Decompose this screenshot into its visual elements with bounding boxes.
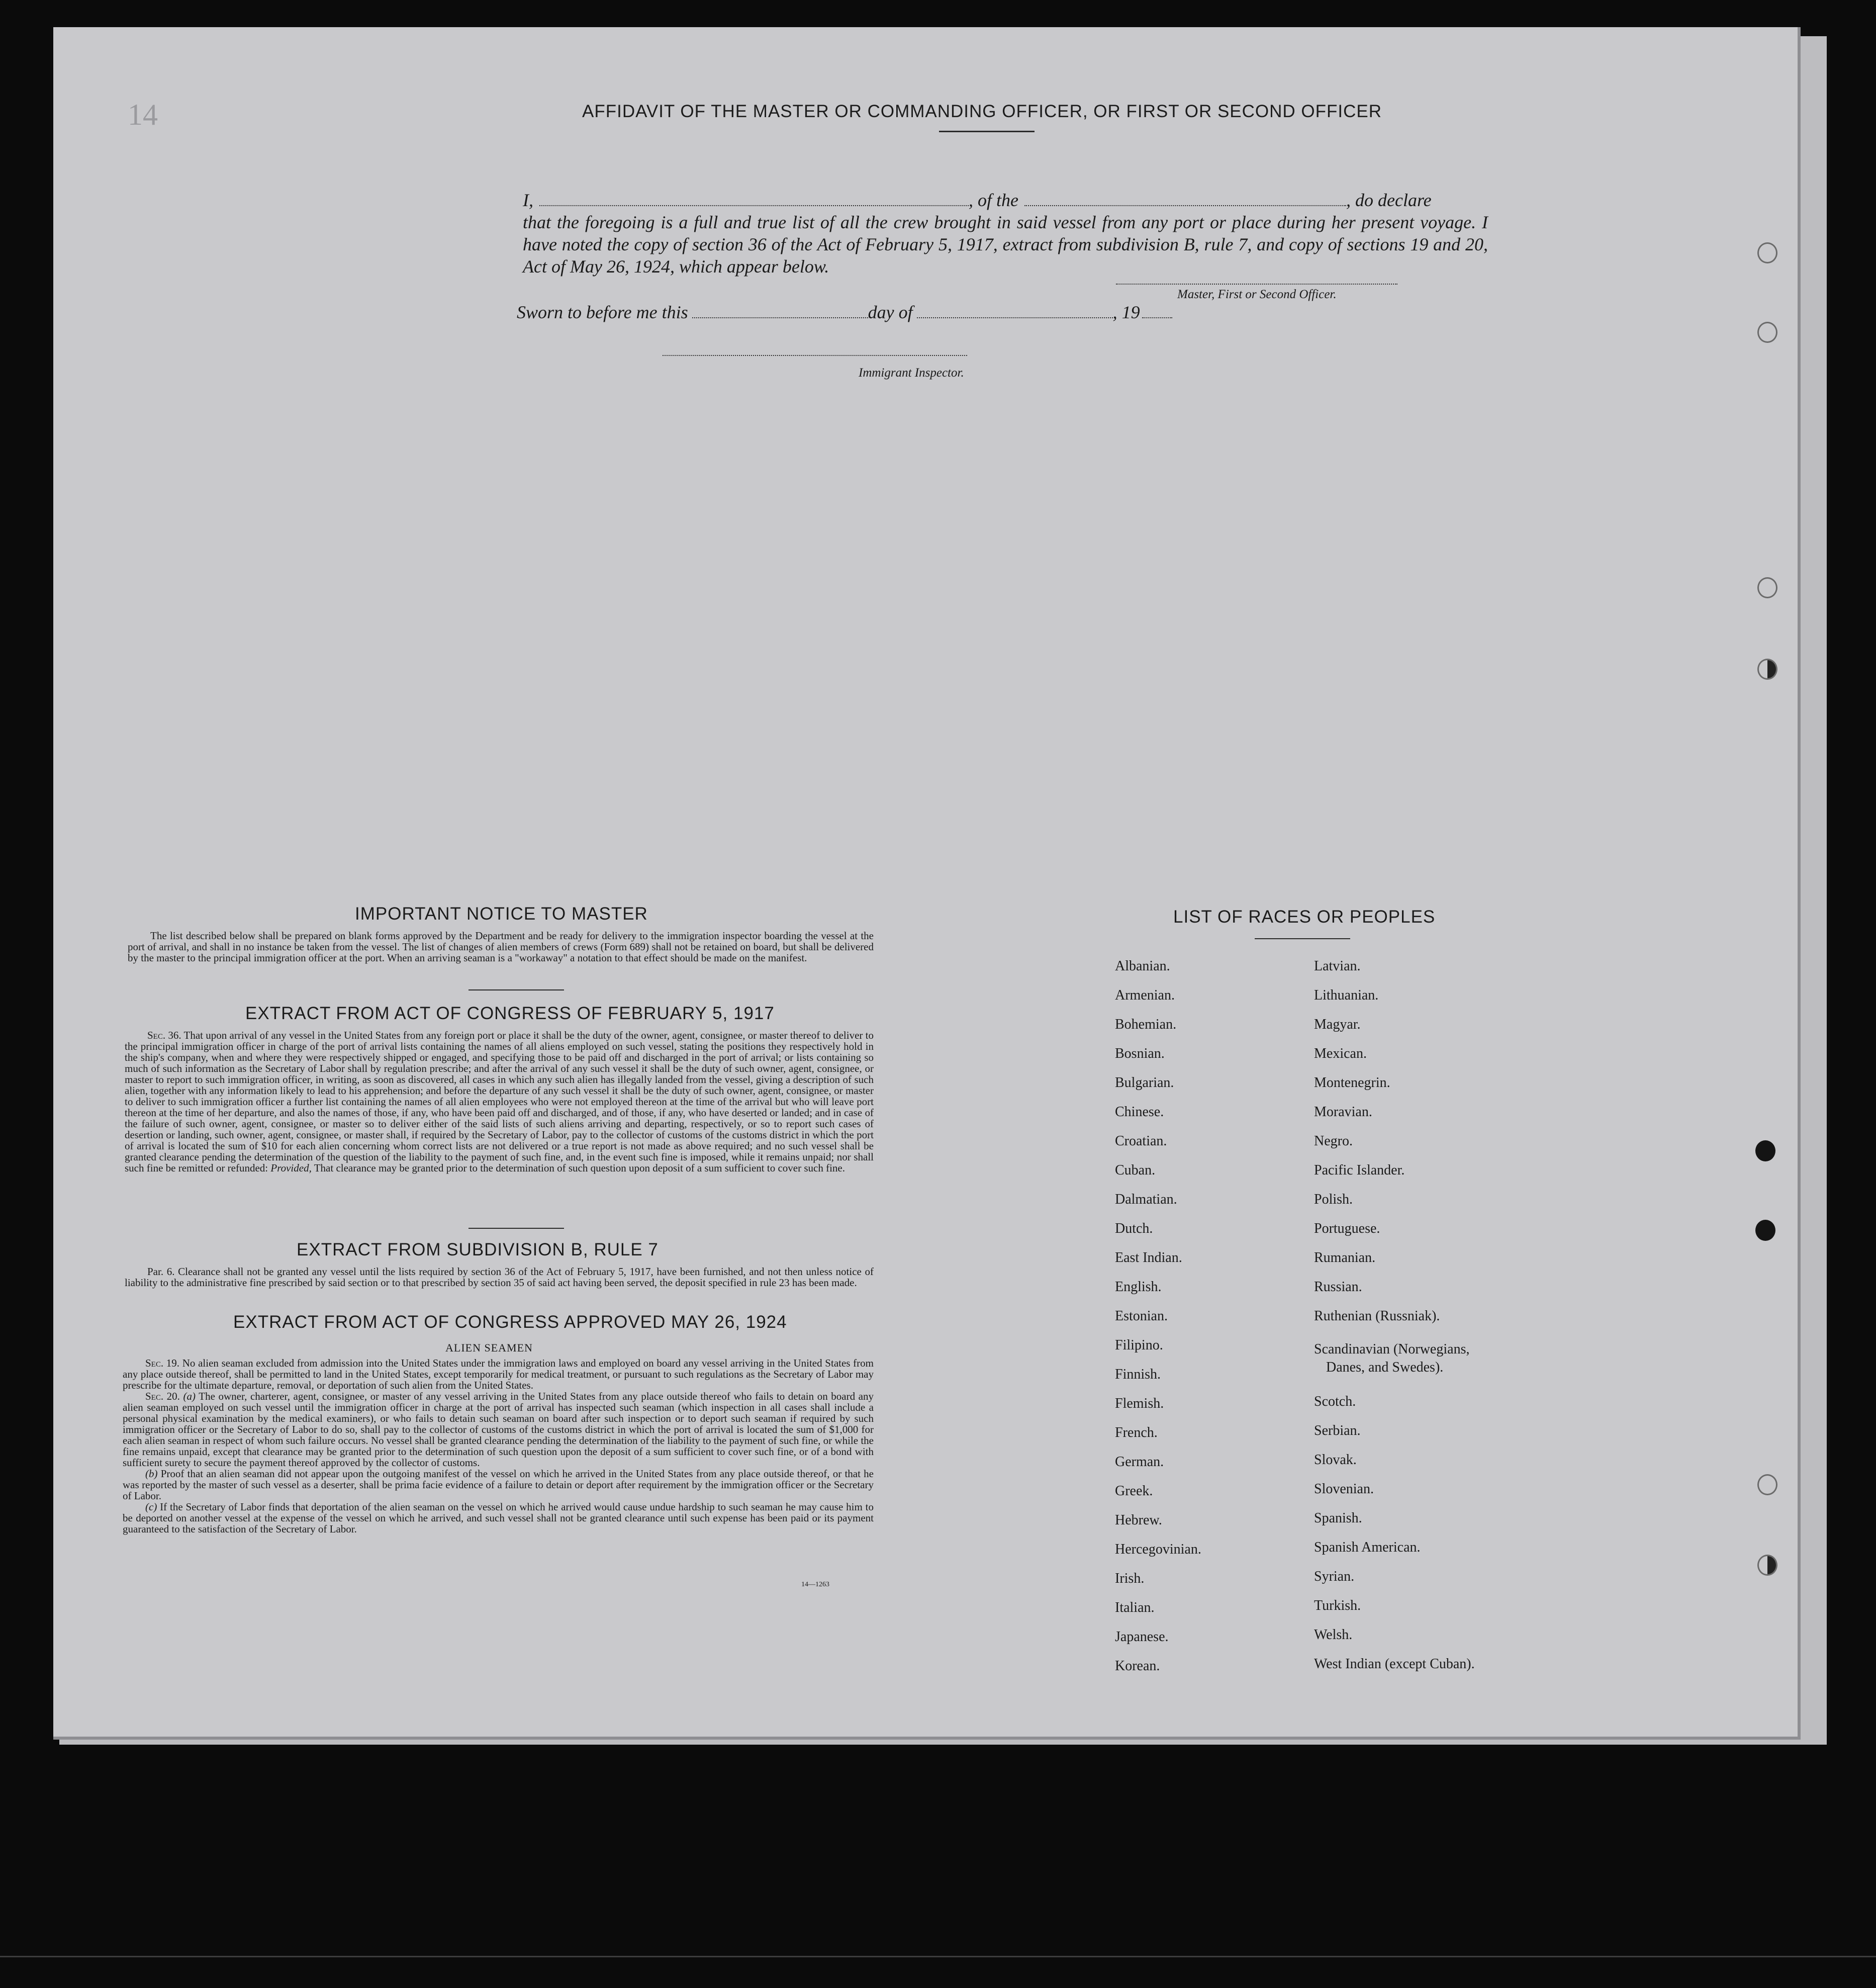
extract-1917-text — [125, 1030, 874, 1173]
binder-hole — [1757, 659, 1777, 680]
extract-1917-title: EXTRACT FROM ACT OF CONGRESS OF FEBRUARY 5, 1917 — [245, 1004, 775, 1023]
race-item: English. — [1115, 1279, 1162, 1295]
race-item: German. — [1115, 1454, 1164, 1470]
race-item: Hercegovinian. — [1115, 1542, 1201, 1557]
affidavit-i: I, — [523, 190, 533, 210]
notice-title: IMPORTANT NOTICE TO MASTER — [355, 904, 648, 924]
sworn-year-blank — [1142, 317, 1172, 318]
sworn-year: , 19 — [1112, 302, 1140, 322]
sec19-label: Sec. 19. — [145, 1357, 180, 1369]
affidavit-title-rule — [939, 131, 1035, 132]
par6-text: Clearance shall not be granted any vessel until the lists required by section 36 of the Act of February 5, 1917, have been furnished, and not then unless notice of liability to the administrative fine prescribed by said section or to that prescribed by section 35 of said act having been served, the deposit specified in rule 23 has been made. — [125, 1266, 874, 1289]
race-item: Slovak. — [1314, 1452, 1357, 1468]
race-item: Latvian. — [1314, 958, 1361, 974]
name-blank — [539, 205, 969, 206]
alien-seamen-subtitle: ALIEN SEAMEN — [445, 1341, 533, 1354]
sec20c-label: (c) — [145, 1501, 157, 1513]
affidavit-declare: , do declare — [1346, 190, 1432, 210]
binder-hole — [1755, 1220, 1775, 1241]
races-title-rule — [1255, 938, 1350, 939]
race-item: Welsh. — [1314, 1627, 1353, 1643]
form-page — [53, 27, 1801, 1740]
race-item: Syrian. — [1314, 1569, 1355, 1584]
race-item: Moravian. — [1314, 1104, 1372, 1120]
race-item: East Indian. — [1115, 1250, 1182, 1266]
race-item: Spanish. — [1314, 1510, 1362, 1526]
race-item: Scandinavian (Norwegians, — [1314, 1341, 1470, 1357]
sworn-month-blank — [917, 317, 1113, 318]
notice-text — [128, 930, 874, 963]
race-item: Polish. — [1314, 1192, 1353, 1207]
race-item: Lithuanian. — [1314, 987, 1379, 1003]
race-item: West Indian (except Cuban). — [1314, 1656, 1475, 1672]
race-item: Italian. — [1115, 1600, 1155, 1615]
race-item: Estonian. — [1115, 1308, 1168, 1324]
race-item: Japanese. — [1115, 1629, 1169, 1645]
race-item: Ruthenian (Russniak). — [1314, 1308, 1440, 1324]
extract-1917-rule — [468, 1228, 564, 1229]
race-item: Korean. — [1115, 1658, 1160, 1674]
affidavit-of-the: , of the — [969, 190, 1018, 210]
sec20c-text: If the Secretary of Labor finds that deportation of the alien seaman on the vessel on which he arrived would cause undue hardship to such seaman he may cause him to be deported on another vessel at the expense of the vessel on which he arrived, and such vessel shall not be granted clearance until such expense has been paid or its payment guaranteed to the satisfaction of the Secretary of Labor. — [123, 1501, 874, 1535]
race-item: Portuguese. — [1314, 1221, 1380, 1236]
race-item: Cuban. — [1115, 1162, 1156, 1178]
race-item: Dutch. — [1115, 1221, 1153, 1236]
notice-rule — [468, 989, 564, 990]
race-item: Finnish. — [1115, 1367, 1161, 1382]
race-item: Scotch. — [1314, 1394, 1356, 1409]
master-signature-caption: Master, First or Second Officer. — [1177, 288, 1337, 301]
race-item: Magyar. — [1314, 1017, 1361, 1032]
sec19-text: No alien seaman excluded from admission into the United States under the immigration laws and employed on board any vessel arriving in the United States from any place outside thereof, shall be permitted to land in the United States, except temporarily for medical treatment, or pursuant to such regulations as the Secretary of Labor may prescribe for the ultimate departure, removal, or deportation of such alien from the United States. — [123, 1357, 874, 1391]
race-item: Filipino. — [1115, 1337, 1163, 1353]
affidavit-text — [523, 189, 1488, 278]
inspector-caption: Immigrant Inspector. — [859, 366, 964, 380]
race-item: French. — [1115, 1425, 1158, 1440]
binder-hole — [1757, 577, 1777, 598]
sworn-line — [517, 302, 1172, 323]
sec20a-text: The owner, charterer, agent, consignee, or master of any vessel arriving in the United States from any place outside thereof who fails to detain on board any alien seaman employed on such vessel until the immigration officer in charge at the port of arrival has inspected such seaman (which inspection in all cases shall include a personal physical examination by the medical examiners), or who fails to detain such seaman on board after such inspection or to deport such seaman if required by such immigration officer or the Secretary of Labor to do so, shall pay to the collector of customs of the customs district in which the port of arrival is located the sum of $1,000 for each alien seaman in respect of whom such failure occurs. No vessel shall be granted clearance pending the determination of the liability to the payment of such fine, or while the fine remains unpaid, except that clearance may be granted prior to the determination of such question upon the deposit of a sum sufficient to cover such fine, or of a bond with sufficient surety to secure the payment thereof approved by the collector of customs. — [123, 1390, 874, 1469]
race-item: Serbian. — [1314, 1423, 1361, 1438]
rule7-title: EXTRACT FROM SUBDIVISION B, RULE 7 — [297, 1240, 659, 1259]
sworn-text: Sworn to before me this — [517, 302, 688, 322]
binder-hole — [1757, 1474, 1777, 1495]
sec36-proviso: That clearance may be granted prior to the determination of such question upon deposit of a sum sufficient to cover such fine. — [314, 1162, 846, 1174]
race-item: Danes, and Swedes). — [1326, 1360, 1444, 1375]
affidavit-title: AFFIDAVIT OF THE MASTER OR COMMANDING OFFICER, OR FIRST OR SECOND OFFICER — [582, 102, 1382, 121]
sec20a-label: (a) — [183, 1390, 196, 1402]
notice-paragraph: The list described below shall be prepared on blank forms approved by the Department and be ready for delivery to the immigration inspector boarding the vessel at the port of arrival, and shall in no instance be taken from the vessel. The list of changes of alien members of crews (Form 689) shall not be retained on board, but shall be delivered by the master to the principal immigration officer at the port. When an arriving seaman is a "workaway" a notation to that effect should be made on the manifest. — [128, 930, 874, 964]
race-item: Albanian. — [1115, 958, 1170, 974]
race-item: Spanish American. — [1314, 1540, 1421, 1555]
sec36-proviso-label: Provided, — [270, 1162, 312, 1174]
race-item: Montenegrin. — [1314, 1075, 1390, 1091]
race-item: Flemish. — [1115, 1396, 1164, 1411]
affidavit-body: that the foregoing is a full and true list of all the crew brought in said vessel from any port or place during her present voyage. I have noted the copy of section 36 of the Act of February 5, 1917, extract from subdivision B, rule 7, and copy of sections 19 and 20, Act of May 26, 1924, which appear below. — [523, 212, 1488, 277]
race-item: Turkish. — [1314, 1598, 1361, 1613]
extract-1924-text — [123, 1358, 874, 1534]
scan-edge-line — [0, 1956, 1876, 1957]
binder-hole — [1757, 1555, 1777, 1576]
binder-hole — [1755, 1140, 1775, 1161]
race-item: Bosnian. — [1115, 1046, 1165, 1061]
race-item: Slovenian. — [1314, 1481, 1374, 1497]
sec20b-text: Proof that an alien seaman did not appear upon the outgoing manifest of the vessel on which he arrived in the United States from any place outside thereof, or that he was reported by the master of such vessel as a deserter, shall be prima facie evidence of a failure to detain or deport after requirement by the immigration officer or the Secretary of Labor. — [123, 1468, 874, 1502]
sec36-label: Sec. 36. — [147, 1029, 181, 1041]
margin-handwriting: 14 — [128, 98, 158, 131]
race-item: Armenian. — [1115, 987, 1175, 1003]
race-item: Hebrew. — [1115, 1512, 1162, 1528]
races-title: LIST OF RACES OR PEOPLES — [1173, 907, 1436, 927]
race-item: Rumanian. — [1314, 1250, 1376, 1266]
race-item: Negro. — [1314, 1133, 1353, 1149]
form-number: 14—1263 — [801, 1581, 829, 1588]
sworn-day-of: day of — [868, 302, 913, 322]
race-item: Bohemian. — [1115, 1017, 1177, 1032]
sworn-date-blank — [692, 317, 868, 318]
rule7-text — [125, 1266, 874, 1288]
race-item: Russian. — [1314, 1279, 1362, 1295]
race-item: Pacific Islander. — [1314, 1162, 1405, 1178]
race-item: Chinese. — [1115, 1104, 1164, 1120]
binder-hole — [1757, 322, 1777, 343]
inspector-signature-line — [663, 355, 967, 356]
race-item: Dalmatian. — [1115, 1192, 1177, 1207]
par6-label: Par. 6. — [147, 1266, 175, 1278]
extract-1924-title: EXTRACT FROM ACT OF CONGRESS APPROVED MAY 26, 1924 — [233, 1312, 787, 1332]
sec36-text: That upon arrival of any vessel in the United States from any foreign port or place it shall be the duty of the owner, agent, consignee, or master thereof to deliver to the principal immigration officer in charge of the port of arrival lists containing the names of all aliens employed on such vessel, stating the positions they respectively hold in the ship's company, when and where they were respectively shipped or engaged, and specifying those to be paid off and discharged in the port of arrival; or lists containing so much of such information as the Secretary of Labor shall by regulation prescribe; and after the arrival of any such vessel it shall be the duty of such owner, agent, consignee, or master to report to such immigration officer, in writing, as soon as discovered, all cases in which any such alien has illegally landed from the vessel, giving a description of such alien, together with any information likely to lead to his apprehension; and before the departure of any such vessel it shall be the duty of such owner, agent, consignee, or master to deliver to such immigration officer a further list containing the names of all alien employees who were not employed thereon at the time of the arrival but who will leave port thereon at the time of her departure, and also the names of those, if any, who have been paid off and discharged, and of those, if any, who have deserted or landed; and in case of the failure of such owner, agent, consignee, or master so to deliver either of the said lists of such aliens arriving and departing, respectively, or so to report such cases of desertion or landing, such owner, agent, consignee, or master shall, if required by the Secretary of Labor, pay to the collector of customs of the customs district in which the port of arrival is located the sum of $10 for each alien concerning whom correct lists are not delivered or a true report is not made as above required; and no such vessel shall be granted clearance pending the determination of the question of the liability to the payment of such fine, and, in the event such fine is imposed, while it remains unpaid; nor shall such fine be remitted or refunded: — [125, 1029, 874, 1174]
vessel-blank — [1024, 205, 1346, 206]
master-signature-line — [1116, 284, 1397, 285]
race-item: Greek. — [1115, 1483, 1153, 1499]
race-item: Bulgarian. — [1115, 1075, 1174, 1091]
sec20-label: Sec. 20. — [145, 1390, 180, 1402]
sec20b-label: (b) — [145, 1468, 158, 1480]
race-item: Croatian. — [1115, 1133, 1167, 1149]
race-item: Mexican. — [1314, 1046, 1367, 1061]
race-item: Irish. — [1115, 1571, 1145, 1586]
binder-hole — [1757, 242, 1777, 263]
